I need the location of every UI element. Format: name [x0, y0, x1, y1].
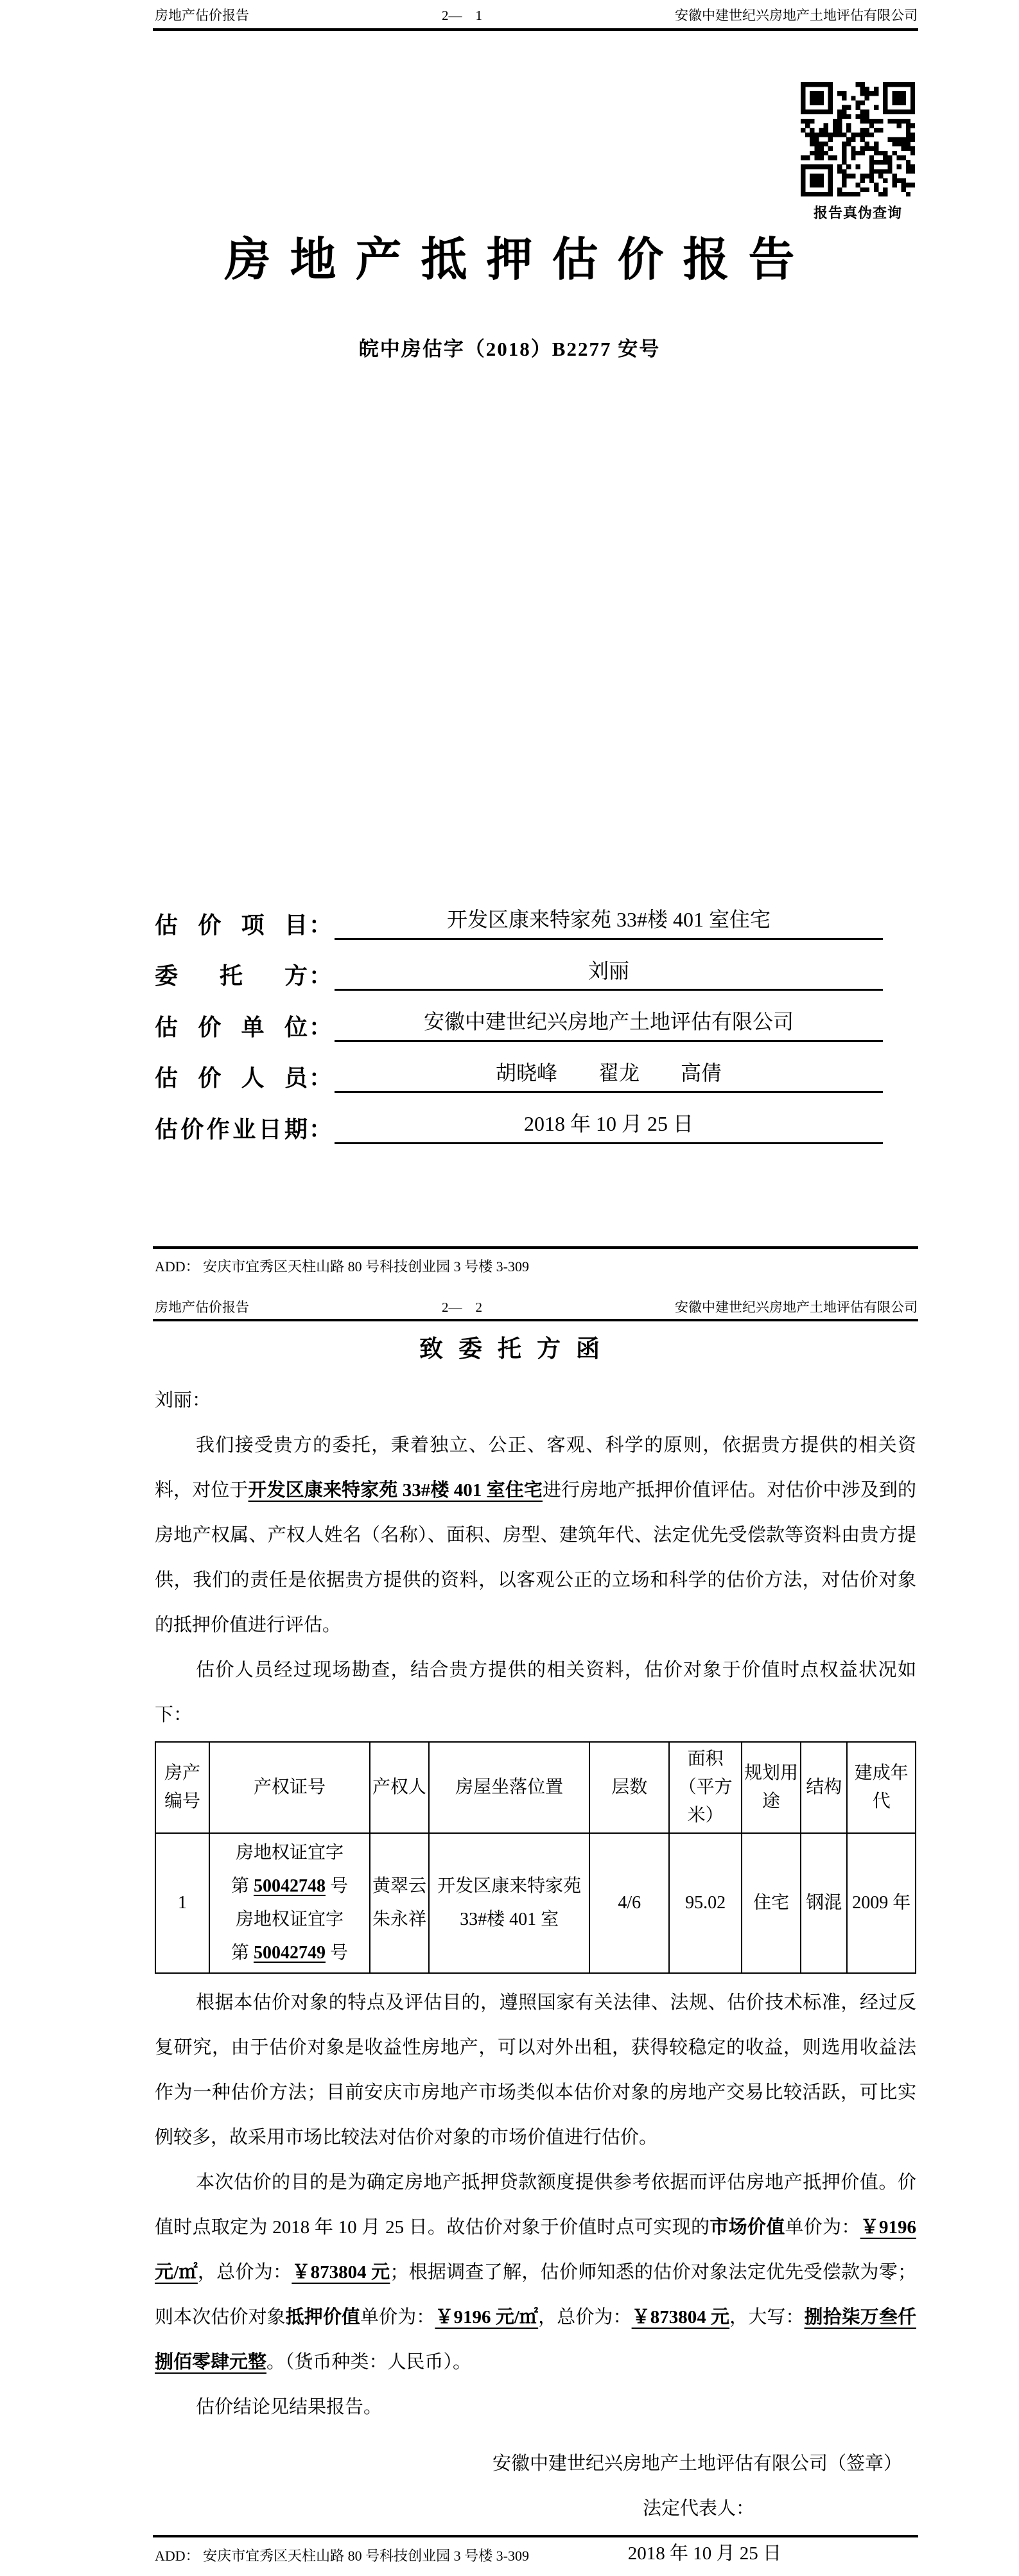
report-title: 房地产抵押估价报告: [224, 234, 814, 286]
cell-owner: 黄翠云 朱永祥: [370, 1833, 429, 1973]
cell-year: 2009 年: [847, 1833, 916, 1973]
qr-block: [798, 82, 918, 222]
footer-rule: [153, 2535, 918, 2537]
paragraph-survey: 估价人员经过现场勘查，结合贵方提供的相关资料，估价对象于价值时点权益状况如下：: [155, 1660, 916, 1725]
field-colon: ：: [309, 963, 333, 989]
page1-running-header: [155, 5, 918, 24]
field-row-client: [155, 958, 916, 991]
cell-cert-number: 房地权证宜字 第 50042748 号 房地权证宜字 第 50042749 号: [209, 1833, 370, 1973]
table-row: [155, 1833, 916, 1973]
letter-body: [155, 1378, 916, 2576]
col-header-structure: 结构: [801, 1742, 847, 1833]
page-2-letter: [0, 1291, 1019, 2576]
col-header-area: 面积（平方米）: [669, 1742, 741, 1833]
qr-caption: 报告真伪查询: [813, 205, 902, 221]
field-label: 估价人员: [155, 1065, 308, 1092]
field-colon: ：: [309, 912, 333, 938]
col-header-owner: 产权人: [370, 1742, 429, 1833]
col-header-location: 房屋坐落位置: [429, 1742, 589, 1833]
header-company-name: 安徽中建世纪兴房地产土地评估有限公司: [675, 8, 918, 23]
col-header-use: 规划用途: [742, 1742, 801, 1833]
col-header-property-id: 房产编号: [155, 1742, 209, 1833]
paragraph-conclusion: 估价结论见结果报告。: [196, 2397, 383, 2417]
field-value-appraisers: 胡晓峰 翟龙 高倩: [335, 1060, 883, 1093]
cell-floors: 4/6: [589, 1833, 669, 1973]
field-label: 委托方: [155, 963, 308, 989]
field-value-date: 2018 年 10 月 25 日: [335, 1111, 883, 1144]
field-label: 估价单位: [155, 1014, 308, 1040]
paragraph-valuation: 本次估价的目的是为确定房地产抵押贷款额度提供参考依据而评估房地产抵押价值。价值时点取定为 2018 年 10 月 25 日。故估价对象于价值时点可实现的市场价值单价为：￥9196 元/㎡，总价为：￥873804 元；根据调查了解，估价师知悉的估价对象法定优先受偿款为零；则本次估价对象抵押价值单价为：￥9196 元/㎡，总价为：￥873804 元，大写：捌拾柒万叁仟捌佰零肆元整。（货币种类：人民币）。: [155, 2172, 916, 2372]
field-value-client: 刘丽: [335, 958, 883, 991]
salutation: 刘丽：: [155, 1390, 211, 1411]
field-row-project: [155, 907, 916, 940]
legal-representative-label: 法定代表人：: [642, 2498, 754, 2519]
field-colon: ：: [309, 1116, 333, 1142]
field-value-agency: 安徽中建世纪兴房地产土地评估有限公司: [335, 1009, 883, 1042]
footer-address: ADD： 安庆市宜秀区天柱山路 80 号科技创业园 3 号楼 3-309: [155, 2548, 529, 2564]
qr-code-icon: [801, 82, 915, 196]
footer-rule: [153, 1246, 918, 1249]
field-colon: ：: [309, 1065, 333, 1092]
header-doc-type: 房地产估价报告: [155, 1300, 249, 1315]
cell-use: 住宅: [742, 1833, 801, 1973]
cell-area: 95.02: [669, 1833, 741, 1973]
field-label: 估价作业日期: [155, 1116, 308, 1142]
table-header-row: [155, 1742, 916, 1833]
col-header-floors: 层数: [589, 1742, 669, 1833]
field-colon: ：: [309, 1014, 333, 1040]
header-rule: [153, 28, 918, 31]
field-value-project: 开发区康来特家苑 33#楼 401 室住宅: [335, 907, 883, 940]
cover-fields: [155, 907, 916, 1162]
signature-date: 2018 年 10 月 25 日: [627, 2543, 781, 2564]
page2-running-header: [155, 1297, 918, 1316]
header-doc-type: 房地产估价报告: [155, 8, 249, 23]
rights-table: [155, 1741, 916, 1974]
field-label: 估价项目: [155, 912, 308, 938]
cell-structure: 钢混: [801, 1833, 847, 1973]
signature-company: 安徽中建世纪兴房地产土地评估有限公司（签章）: [492, 2453, 902, 2474]
report-number: 皖中房估字（2018）B2277 安号: [358, 338, 661, 360]
cell-property-id: 1: [155, 1833, 209, 1973]
header-page-number: 2— 2: [442, 1300, 482, 1315]
field-row-appraisers: [155, 1060, 916, 1093]
field-row-agency: [155, 1009, 916, 1042]
header-rule: [153, 1319, 918, 1321]
footer-address: ADD： 安庆市宜秀区天柱山路 80 号科技创业园 3 号楼 3-309: [155, 1258, 529, 1275]
header-page-number: 2— 1: [442, 8, 482, 23]
header-company-name: 安徽中建世纪兴房地产土地评估有限公司: [675, 1300, 918, 1315]
field-row-date: [155, 1111, 916, 1144]
letter-title: 致委托方函: [419, 1336, 615, 1362]
cell-location: 开发区康来特家苑 33#楼 401 室: [429, 1833, 589, 1973]
col-header-year: 建成年代: [847, 1742, 916, 1833]
paragraph-intro: 我们接受贵方的委托，秉着独立、公正、客观、科学的原则，依据贵方提供的相关资料，对位于开发区康来特家苑 33#楼 401 室住宅进行房地产抵押价值评估。对估价中涉及到的房地产权属、产权人姓名（名称）、面积、房型、建筑年代、法定优先受偿款等资料由贵方提供，我们的责任是依据贵方提供的资料，以客观公正的立场和科学的估价方法，对估价对象的抵押价值进行评估。: [155, 1435, 916, 1635]
paragraph-methods: 根据本估价对象的特点及评估目的，遵照国家有关法律、法规、估价技术标准，经过反复研究，由于估价对象是收益性房地产，可以对外出租，获得较稳定的收益，则选用收益法作为一种估价方法；目前安庆市房地产市场类似本估价对象的房地产交易比较活跃，可比实例较多，故采用市场比较法对估价对象的市场价值进行估价。: [155, 1992, 916, 2148]
col-header-cert-number: 产权证号: [209, 1742, 370, 1833]
